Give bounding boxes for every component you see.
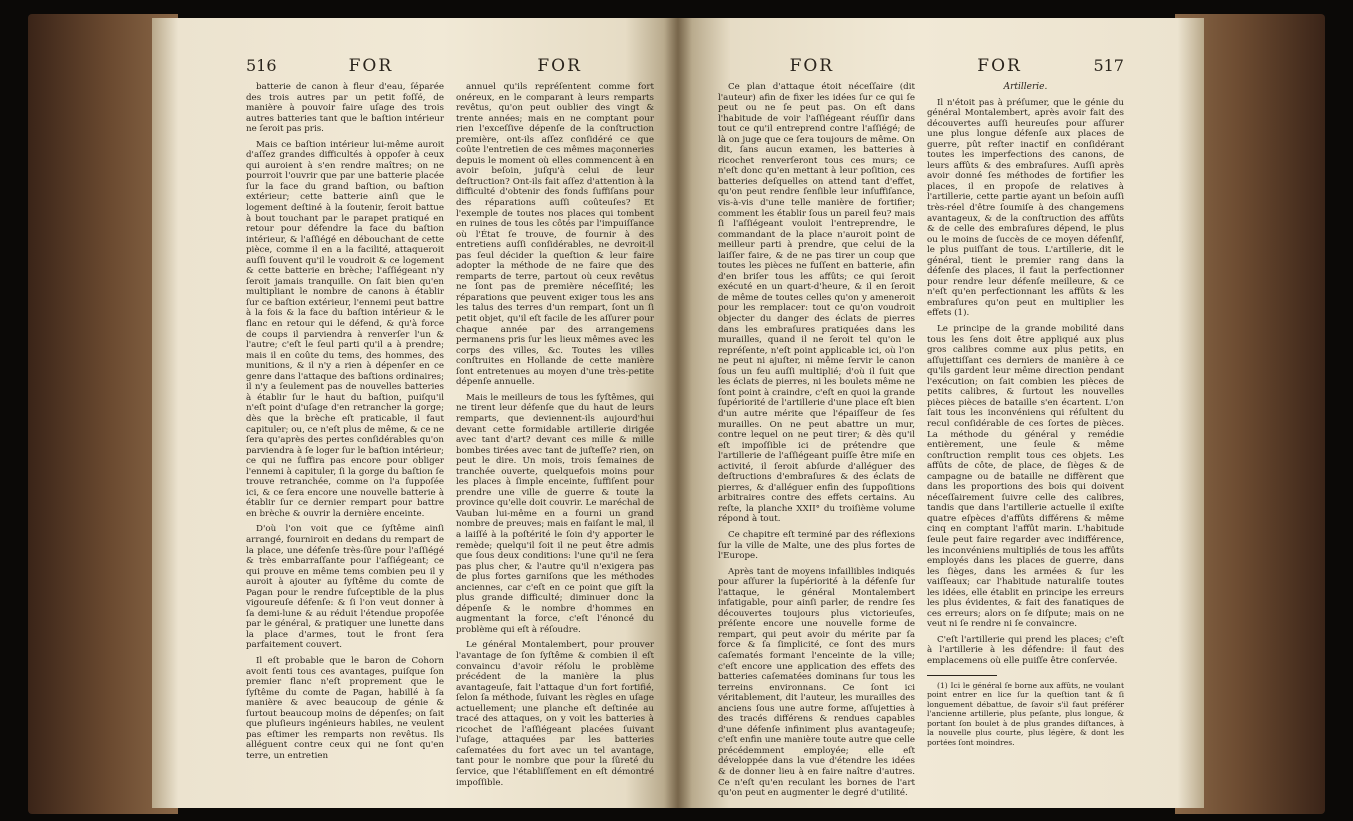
page-number: 516 [246,56,277,75]
paragraph: Ce plan d'attaque étoit néceſſaire (dit l'auteur) afin de fixer les idées ſur ce qui ſe peut ou ne ſe peut pas. On eſt dans l'habitude de voir l'aſſiégeant réuſſir dans tout ce qu'il entreprend contre l'aſſiégé; de là on juge que ce ſera toujours de même. On dit, ſans aucun examen, les batteries à ricochet renverſeront tous ces murs; ce n'eſt donc qu'en mettant à leur poſition, ces batteries deſquelles on attend tant d'effet, qu'on peut rendre ſenſible leur inſuffiſance, vis-à-vis d'une telle manière de fortifier; comment les établir ſous un pareil feu? mais ſi l'aſſiégeant vouloit l'entreprendre, le commandant de la place n'auroit point de meilleur parti à prendre, que celui de la laiſſer faire, & de ne pas tirer un coup que toutes les pièces ne fuſſent en batterie, afin d'en briſer tous les affûts; ce qui ſeroit exécuté en un quart-d'heure, & il en ſeroit de même de toutes celles qu'on y ameneroit pour les remplacer: tout ce qu'on voudroit objecter du danger des éclats de pierres dans les embraſures pratiquées dans les murailles, quand il ne ſeroit tel qu'on le repréſente, n'eſt point applicable ici, où l'on ne peut ni ajuſter, ni même ſervir le canon ſous un feu auſſi multiplié; d'où il ſuit que les éclats de pierres, ni les boulets même ne ſont point à craindre, c'eſt en quoi la grande ſupériorité de l'artillerie d'une place eſt bien d'un autre mérite que l'épaiſſeur de ſes murailles. On ne peut abattre un mur, contre lequel on ne peut tirer; & dès qu'il eſt impoſſible ici de prétendre que l'artillerie de l'aſſiégeant puiſſe être miſe en activité, il ſeroit abſurde d'alléguer des deſtructions d'embraſures & des éclats de pierres, & d'alléguer enfin des ſuppoſitions arbitraires contre des effets certains. Au reſte, la planche XXII° du troiſième volume répond à tout. [718,82,915,525]
paragraph: batterie de canon à fleur d'eau, ſéparée des trois autres par un petit foſſé, de manière à pouvoir faire uſage des trois autres batteries tant que le baſtion intérieur ne ſeroit pas pris. [246,82,444,135]
footnote: (1) Ici le général ſe borne aux affûts, ne voulant point entrer en lice ſur la queſtion tant & ſi longuement débattue, de ſavoir s'il faut préférer l'ancienne artillerie, plus peſante, plus longue, & portant ſon boulet à de plus grandes diſtances, à la nouvelle plus courte, plus légère, & dont les portées ſont moindres. [927,680,1124,747]
running-head: FOR [348,56,394,76]
paragraph: Mais le meilleurs de tous les ſyſtêmes, qui ne tirent leur défenſe que du haut de leurs remparts, que deviennent-ils aujourd'hui devant cette formidable artillerie dirigée avec tant d'art? devant ces mille & mille bombes tirées avec tant de juſteſſe? rien, on peut le dire. Un mois, trois ſemaines de tranchée ouverte, quelquefois moins pour les places à ſimple enceinte, ſuffiſent pour prendre une ville de guerre & toute la province qu'elle doit couvrir. Le maréchal de Vauban lui-même en a fourni un grand nombre de preuves; mais en faiſant le mal, il a laiſſé à la poſtérité le ſoin d'y apporter le remède; quelqu'il ſoit il ne peut être admis que ſous deux conditions: l'une qu'il ne ſera pas plus cher, & l'autre qu'il n'exigera pas de plus fortes garniſons que les méthodes anciennes, car c'eſt en ce point que giſt la plus grande difficulté; diminuer donc la dépenſe & le nombre d'hommes en augmentant la force, c'eſt l'énoncé du problème qui eſt à réſoudre. [456,392,654,635]
right-page-header [718,56,1124,78]
running-head: FOR [789,56,835,76]
paragraph: C'eſt l'artillerie qui prend les places; c'eſt à l'artillerie à les défendre: il faut des emplacemens où elle puiſſe être conſervée. [927,634,1124,666]
paragraph: Le général Montalembert, pour prouver l'avantage de ſon ſyſtême & combien il eſt convaincu d'avoir réſolu le problème précédent de la manière la plus avantageuſe, fait l'attaque d'un fort fortifié, ſelon ſa méthode, ſuivant les règles en uſage actuellement; une planche eſt deſtinée au tracé des attaques, on y voit les batteries à ricochet de l'aſſiégeant placées ſuivant l'uſage, attaquées par les batteries caſematées du fort avec un tel avantage, tant pour le nombre que pour la ſûreté du ſervice, que l'établiſſement en eſt démontré impoſſible. [456,640,654,788]
text-column [718,82,915,799]
book-gutter [664,18,692,808]
paragraph: D'où l'on voit que ce ſyſtême ainſi arrangé, fourniroit en dedans du rempart de la place, une défenſe très-ſûre pour l'aſſiégé & très embarraſſante pour l'aſſiégeant; ce qui prouve en même tems combien peu il y auroit à ajouter au ſyſtême du comte de Pagan pour le rendre ſuſceptible de la plus vigoureuſe défenſe: & ſi l'on veut donner à ſa demi-lune & au réduit l'étendue propoſée par le général, & pratiquer une lunette dans la place d'armes, tout le front ſera parfaitement couvert. [246,524,444,651]
paragraph: Après tant de moyens infaillibles indiqués pour aſſurer la ſupériorité à la défenſe ſur l'attaque, le général Montalembert infatigable, pour ainſi parler, de rendre ſes découvertes toujours plus victorieuſes, préſente encore une nouvelle forme de rempart, qui peut avoir du mérite par ſa force & ſa ſimplicité, ce ſont des murs caſematés formant l'enceinte de la ville; c'eſt encore une application des effets des batteries caſematées dominans ſur tous les terreins environnans. Ce ſont ici véritablement, dit l'auteur, les murailles des anciens ſous une autre forme, aſſujetties à des tracés différens & rendues capables d'une défenſe infiniment plus avantageuſe; c'eſt enfin une manière toute autre que celle précédemment employée; elle eſt développée dans la vue d'étendre les idées & de donner lieu à en faire naître d'autres. Ce n'eſt qu'en reculant les bornes de l'art qu'on peut en augmenter le degré d'utilité. [718,566,915,799]
paragraph: Ce chapitre eſt terminé par des réflexions ſur la ville de Malte, une des plus fortes de l'Europe. [718,529,915,562]
running-head: FOR [977,56,1022,76]
left-page [152,18,678,808]
running-head: FOR [537,56,582,76]
left-page-header [246,56,654,78]
paragraph: Il eſt probable que le baron de Cohorn avoit ſenti tous ces avantages, puiſque ſon premier flanc n'eſt proprement que le ſyſtême du comte de Pagan, habillé à ſa manière & avec beaucoup de génie & ſurtout beaucoup moins de dépenſes; on ſait que pluſieurs ingénieurs habiles, ne veulent pas eſtimer les remparts non revêtus. Ils alléguent contre ceux qui ne ſont qu'en terre, un entretien [246,655,444,761]
paragraph: Le principe de la grande mobilité dans tous les ſens doit être appliqué aux plus gros calibres comme aux plus petits, en aſſujettiſſant ces derniers de manière à ce qu'ils gardent leur même direction pendant l'exécution; on ſait combien les pièces de petits calibres, & ſurtout les nouvelles pièces pièces de bataille s'en écartent. L'on ſait tous les inconvéniens qui réſultent du recul conſidérable de ces ſortes de pièces. La méthode du général y remédie entièrement, une ſeule & même conſtruction remplit tous ces objets. Les affûts de côte, de place, de ſièges & de campagne ou de bataille ne diffèrent que dans les proportions des bois qui doivent néceſſairement ſuivre celle des calibres, tandis que dans l'artillerie actuelle il exiſte quatre eſpèces d'affûts différens & même cinq en comptant l'affût marin. L'habitude ſeule peut faire regarder avec indifférence, les inconvéniens multipliés de tous les affûts employés dans les places de guerre, dans les ſièges, dans les armées & ſur les vaiſſeaux; car l'habitude naturaliſe toutes les idées, elle établit en principe les erreurs les plus évidentes, & fait des fanatiques de ces erreurs; alors on ſe diſpute; mais on ne veut ni ſe rendre ni ſe convaincre. [927,324,1124,630]
paragraph: Il n'étoit pas à préſumer, que le génie du général Montalembert, après avoir fait des découvertes auſſi heureuſes pour aſſurer une plus longue défenſe aux places de guerre, pût reſter inactif en conſidérant toutes les imperfections des canons, de leurs affûts & des embraſures. Auſſi après avoir donné ſes méthodes de fortifier les places, il en propoſe de relatives à l'artillerie, cette partie ayant un beſoin auſſi très-réel d'être ſoumiſe à des changemens avantageux, & de la conſtruction des affûts & de celle des embraſures dépend, le plus ou le moins de ſuccès de ce moyen défenſif, le plus puiſſant de tous. L'artillerie, dit le général, tient le premier rang dans la défenſe des places, il faut la perfectionner pour rendre leur défenſe meilleure, & ce n'eſt qu'en perfectionnant les affûts & les embraſures qu'on peut en multiplier les effets (1). [927,97,1124,319]
text-column [246,82,444,782]
page-number: 517 [1093,56,1124,75]
text-column [927,82,1124,782]
right-page [678,18,1204,808]
section-heading: Artillerie. [1003,82,1048,92]
footnote-divider [927,675,997,676]
paragraph: Mais ce baſtion intérieur lui-même auroit d'aſſez grandes difficultés à oppoſer à ceux qui auroient à s'en rendre maîtres; on ne pourroit l'ouvrir que par une batterie placée ſur la face du grand baſtion, ou baſtion extérieur; cette batterie ainſi que le logement deſtiné à la ſoutenir, ſeroit battue à bout touchant par le parapet pratiqué en retour pour défendre la face du baſtion intérieur, & l'aſſiégé en débouchant de cette pièce, comme il en a la facilité, attaqueroit auſſi ſouvent qu'il le voudroit & ce logement & cette batterie en brèche; l'aſſiégeant n'y ſeroit jamais tranquille. On ſait bien qu'en multipliant le nombre de canons à établir ſur ce baſtion extérieur, l'ennemi peut battre à la fois & la face du baſtion intérieur & le flanc en retour qui le défend, & qu'à force de coups il parviendra à renverſer l'un & l'autre; c'eſt le ſeul parti qu'il a à prendre; mais il en coûte du tems, des hommes, des munitions, & il n'y a rien à dépenſer en ce genre dans l'attaque des baſtions ordinaires; il n'y a ſeulement pas de nouvelles batteries à établir ſur le haut du baſtion, puiſqu'il n'eſt point d'uſage d'en retrancher la gorge; dès que la brèche eſt praticable, il faut capituler; ou, ce n'eſt plus de même, & ce ne ſera qu'après des pertes conſidérables qu'on parviendra à ſe loger ſur le baſtion intérieur; ce qui ne ſuffira pas encore pour obliger l'ennemi à capituler, ſi la gorge du baſtion ſe trouve retranchée, comme on l'a ſuppoſée ici, & ce ſera encore une nouvelle batterie à établir ſur ce dernier rempart pour battre en brèche & ouvrir la dernière enceinte. [246,139,444,519]
paragraph: annuel qu'ils repréſentent comme fort onéreux, en le comparant à leurs remparts revêtus, qu'on peut oublier des vingt & trente années; mais en ne comptant pour rien l'exceſſive dépenſe de la conſtruction première, ont-ils aſſez conſidéré ce que coûte l'entretien de ces mêmes maçonneries depuis le moment où elles commencent à en avoir beſoin, juſqu'à celui de leur deſtruction? Ont-ils fait aſſez d'attention à la difficulté d'obtenir des fonds ſuffiſans pour des réparations auſſi coûteuſes? Et l'exemple de toutes nos places qui tombent en ruines de tous les côtés par l'impuiſſance où l'État ſe trouve, de fournir à des entretiens auſſi conſidérables, ne devroit-il pas ſeul décider la queſtion & leur faire adopter la méthode de ne faire que des remparts de terre, partout où ceux revêtus ne ſont pas de première néceſſité; les réparations que peuvent exiger tous les ans les talus des terres d'un rempart, ſont un ſi petit objet, qu'il eſt facile de les aſſurer pour chaque année par des arrangemens permanens pris ſur les lieux mêmes avec les corps des villes, &c. Toutes les villes conſtruites en Hollande de cette manière ſont entretenues au moyen d'une très-petite dépenſe annuelle. [456,82,654,388]
text-column [456,82,654,788]
